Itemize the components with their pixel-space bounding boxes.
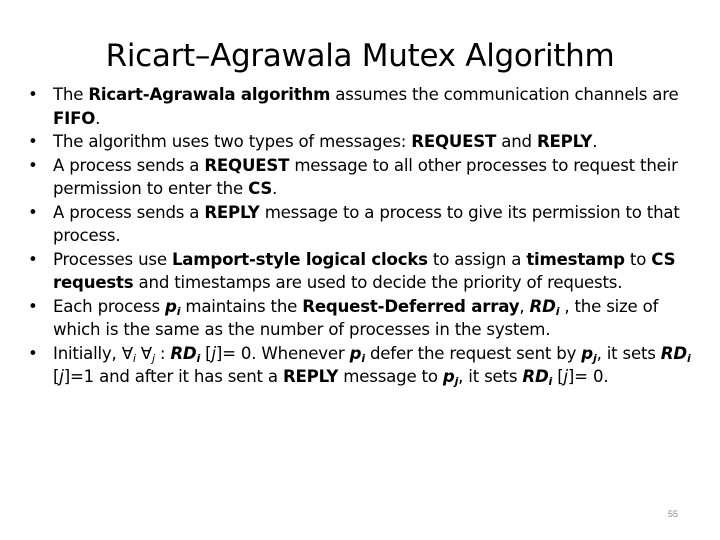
bullet-text-segment: REPLY [536,132,593,151]
bullet-item [28,130,700,154]
bullet-text-segment: message to all other processes to request their permission to enter the [53,155,678,198]
bullet-text-segment: p [349,343,362,363]
bullet-text-segment: timestamp [526,249,625,269]
bullet-text-segment: i [686,351,691,365]
bullet-text-segment: i [132,351,136,365]
bullet-text-segment: FIFO [53,108,96,128]
bullet-text-segment: Each process [53,296,166,316]
bullet-text-segment: RD [522,367,549,386]
bullet-item [28,248,700,295]
bullet-text-segment: maintains the [180,296,303,316]
bullet-text-segment: The [53,85,89,104]
bullet-marker: • [28,296,38,316]
slide-number: 55 [667,509,678,519]
bullet-text-segment: ]= 0. Whenever [215,343,350,363]
bullet-text-segment: assumes the communication channels are [330,85,679,104]
bullet-item [28,154,700,201]
bullet-text-segment: Request-Deferred array [302,296,520,316]
bullet-text-segment: , it sets [596,343,661,363]
bullet-text-segment: message to [338,367,443,386]
bullet-text-segment: j [563,367,568,386]
bullet-text-segment: j [454,375,459,388]
bullet-text-segment: p [581,343,593,363]
bullet-text-segment: to assign a [427,249,527,269]
bullet-text-segment: p [442,367,455,386]
bullet-marker: • [28,132,38,151]
bullet-text-segment: REPLY [204,202,260,222]
bullet-text-segment: ]=1 and after it has sent a [63,367,283,386]
slide-title: Ricart–Agrawala Mutex Algorithm [105,38,615,74]
bullet-item [28,83,700,130]
bullet-text-segment: j [211,343,216,363]
bullet-text-segment: Processes use [53,249,172,269]
bullet-text-segment: RD [170,343,197,363]
bullet-text-segment: Ricart-Agrawala algorithm [88,85,331,104]
bullet-text-segment: REQUEST [204,155,290,175]
bullet-text-segment: j [59,367,64,386]
bullet-item [28,342,700,389]
bullet-text-segment: , [519,296,530,316]
bullet-text-segment: and [496,132,537,151]
bullet-text-segment: , it sets [458,367,523,386]
bullet-marker: • [28,249,38,269]
bullet-text-segment: message to a process to give its permission to that process. [53,202,680,245]
bullet-text-segment: and timestamps are used to decide the priority of requests. [133,273,623,292]
bullet-text-segment: RD [529,296,556,316]
bullet-text-segment: RD [660,343,687,363]
bullet-text-segment: [ [53,367,60,386]
bullet-text-segment: The algorithm uses two types of messages: [53,132,412,151]
bullet-text-segment: Initially, ∀ [53,343,133,363]
bullet-text-segment: ]= 0. [567,367,609,386]
bullet-item [28,201,700,248]
bullet-text-segment: [ [200,343,212,363]
bullet-text-segment: A process sends a [53,155,205,175]
bullet-text-segment: i [361,351,365,365]
bullet-text-segment: ∀ [135,343,152,363]
bullet-text-segment: : [154,343,171,363]
bullet-text-segment: p [165,296,177,316]
bullet-marker: • [28,85,38,104]
bullet-text-segment: j [592,351,597,365]
bullet-text-segment: j [151,351,155,365]
bullet-text-segment: . [272,179,278,198]
bullet-marker: • [28,202,38,222]
bullet-text-segment: , the size of which is the same as the number of processes in the system. [53,296,659,339]
bullet-text-segment: CS requests [53,249,676,292]
bullet-text-segment: . [95,108,101,128]
bullet-text-segment: Lamport-style logical clocks [171,249,428,269]
bullet-text-segment: i [555,304,560,318]
bullet-text-segment: i [176,304,181,318]
bullet-marker: • [28,343,38,363]
bullet-text-segment: to [624,249,652,269]
bullet-text-segment: CS [248,179,273,198]
bullet-text-segment: . [592,132,598,151]
bullet-marker: • [28,155,38,175]
bullet-text-segment: [ [552,367,564,386]
bullet-item [28,295,700,342]
bullet-text-segment: i [196,351,201,365]
bullet-text-segment: defer the request sent by [364,343,582,363]
bullet-text-segment: REPLY [282,367,339,386]
bullet-list [28,83,700,389]
bullet-text-segment: REQUEST [411,132,497,151]
bullet-text-segment: i [548,375,553,388]
bullet-text-segment: A process sends a [53,202,205,222]
